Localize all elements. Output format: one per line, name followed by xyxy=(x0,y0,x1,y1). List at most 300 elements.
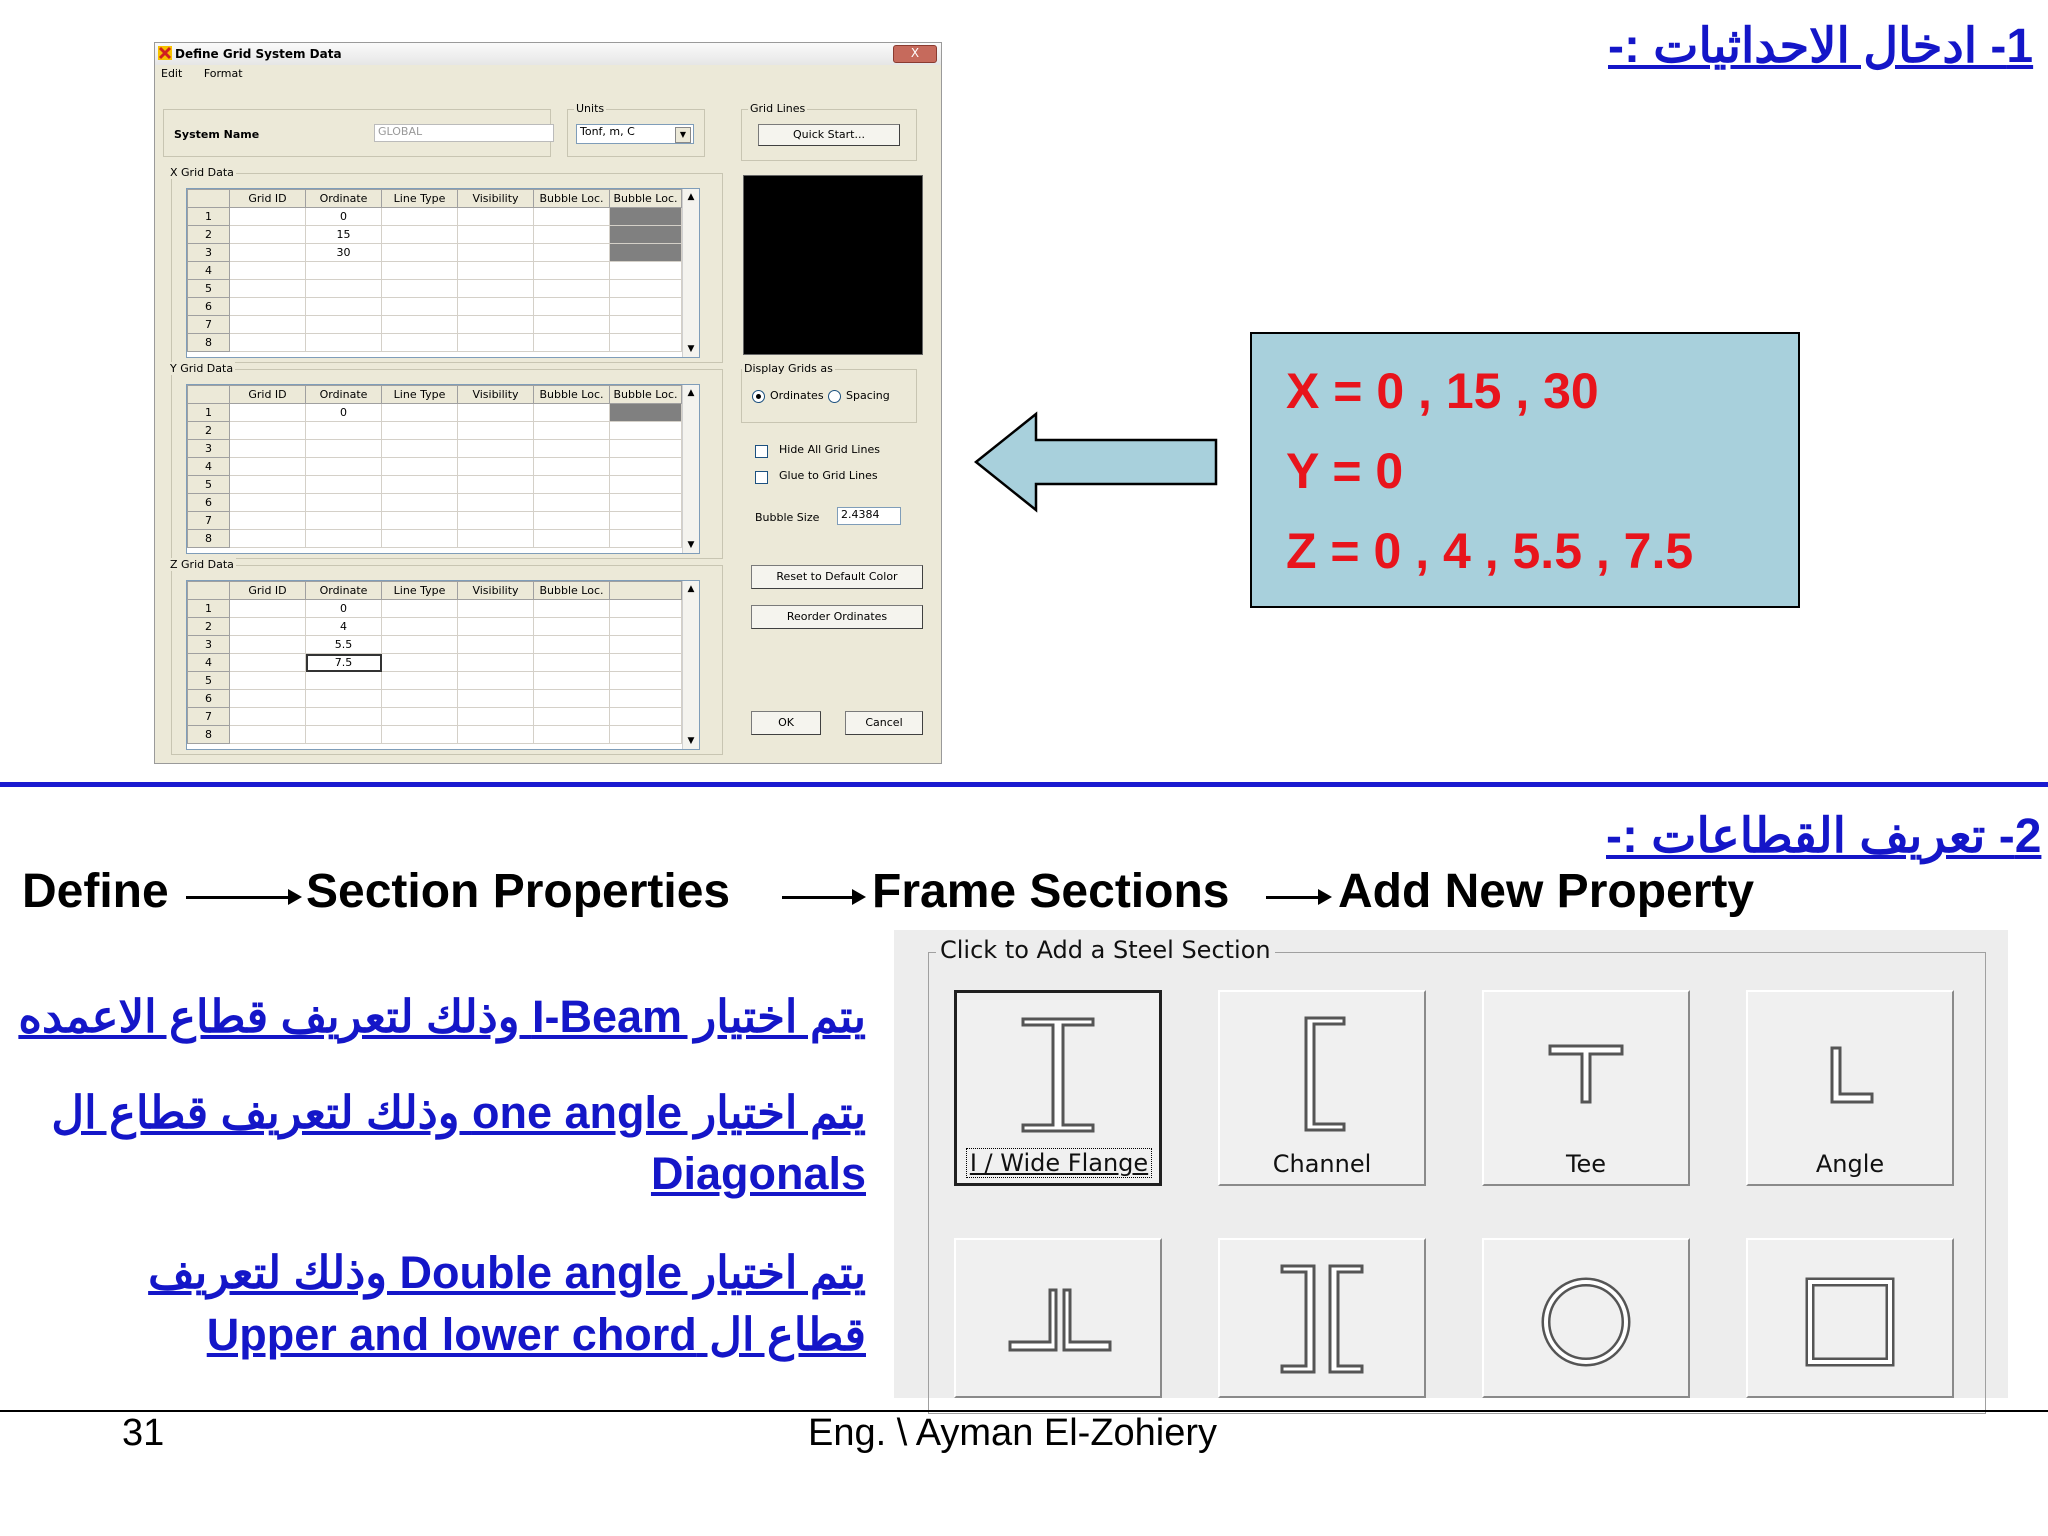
i-beam-icon xyxy=(957,993,1161,1143)
dialog-title: Define Grid System Data xyxy=(175,47,342,61)
grid-cell[interactable] xyxy=(382,654,458,672)
author-credit: Eng. \ Ayman El-Zohiery xyxy=(808,1412,1218,1454)
ordinates-radio-label: Ordinates xyxy=(770,389,824,402)
ordinate-cell[interactable] xyxy=(306,458,382,476)
y-grid-scrollbar[interactable] xyxy=(682,385,699,553)
x-grid-group xyxy=(170,166,723,363)
grid-cell[interactable] xyxy=(230,512,306,530)
grid-cell[interactable] xyxy=(230,654,306,672)
table-row[interactable] xyxy=(188,494,682,512)
grid-cell[interactable] xyxy=(610,494,682,512)
grid-cell[interactable] xyxy=(610,476,682,494)
display-grids-label: Display Grids as xyxy=(744,362,833,375)
column-header: Ordinate xyxy=(306,582,382,600)
grid-cell[interactable] xyxy=(534,334,610,352)
grid-cell[interactable] xyxy=(458,298,534,316)
grid-cell[interactable] xyxy=(458,422,534,440)
ordinate-cell[interactable] xyxy=(306,512,382,530)
grid-cell[interactable] xyxy=(230,298,306,316)
grid-cell[interactable] xyxy=(458,334,534,352)
scroll-up-icon[interactable]: ▲ xyxy=(687,192,695,202)
grid-cell[interactable] xyxy=(458,494,534,512)
grid-cell[interactable] xyxy=(230,672,306,690)
grid-cell[interactable] xyxy=(382,440,458,458)
grid-cell[interactable] xyxy=(382,494,458,512)
ok-button[interactable]: OK xyxy=(751,711,821,735)
cancel-button[interactable]: Cancel xyxy=(845,711,923,735)
table-row[interactable] xyxy=(188,458,682,476)
row-number: 3 xyxy=(188,244,230,262)
ordinate-cell[interactable] xyxy=(306,334,382,352)
row-number: 6 xyxy=(188,494,230,512)
section-separator xyxy=(0,782,2048,787)
grid-cell[interactable] xyxy=(382,316,458,334)
row-number: 7 xyxy=(188,316,230,334)
grid-cell[interactable] xyxy=(610,244,682,262)
grid-cell[interactable] xyxy=(610,672,682,690)
table-row[interactable] xyxy=(188,334,682,352)
ordinate-cell[interactable]: 0 xyxy=(306,404,382,422)
menu-format[interactable]: Format xyxy=(203,67,243,80)
units-label: Units xyxy=(576,102,605,115)
grid-cell[interactable] xyxy=(382,298,458,316)
angle-icon xyxy=(1748,992,1952,1142)
ordinate-cell[interactable]: 4 xyxy=(306,618,382,636)
chevron-down-icon[interactable]: ▼ xyxy=(675,127,691,143)
grid-cell[interactable] xyxy=(382,600,458,618)
grid-cell[interactable] xyxy=(230,618,306,636)
row-number: 3 xyxy=(188,636,230,654)
spacing-radio[interactable] xyxy=(828,390,841,403)
grid-cell[interactable] xyxy=(610,262,682,280)
row-number: 3 xyxy=(188,440,230,458)
angle-button[interactable] xyxy=(1746,990,1954,1186)
ordinate-cell[interactable] xyxy=(306,672,382,690)
row-number: 2 xyxy=(188,618,230,636)
grid-cell[interactable] xyxy=(382,280,458,298)
grid-cell[interactable] xyxy=(610,512,682,530)
table-row[interactable] xyxy=(188,726,682,744)
grid-cell[interactable] xyxy=(610,530,682,548)
grid-cell[interactable] xyxy=(534,530,610,548)
grid-cell[interactable] xyxy=(610,636,682,654)
grid-cell[interactable] xyxy=(610,334,682,352)
system-name-label: System Name xyxy=(174,128,260,141)
scroll-down-icon[interactable]: ▼ xyxy=(687,736,695,746)
y-grid-label: Y Grid Data xyxy=(170,362,234,375)
table-row[interactable] xyxy=(188,316,682,334)
ordinate-cell[interactable] xyxy=(306,690,382,708)
grid-cell[interactable] xyxy=(458,208,534,226)
grid-cell[interactable] xyxy=(610,280,682,298)
grid-cell[interactable] xyxy=(230,530,306,548)
quick-start-button[interactable]: Quick Start... xyxy=(758,124,900,146)
grid-cell[interactable] xyxy=(458,262,534,280)
row-number: 5 xyxy=(188,672,230,690)
grid-cell[interactable] xyxy=(382,636,458,654)
grid-cell[interactable] xyxy=(230,208,306,226)
column-header: Bubble Loc. xyxy=(534,386,610,404)
pipe-icon xyxy=(1484,1240,1688,1390)
menu-bar xyxy=(155,67,941,85)
grid-cell[interactable] xyxy=(534,600,610,618)
grid-cell[interactable] xyxy=(458,530,534,548)
ordinate-cell[interactable] xyxy=(306,298,382,316)
units-value: Tonf, m, C xyxy=(580,125,635,138)
grid-cell[interactable] xyxy=(534,654,610,672)
grid-cell[interactable] xyxy=(534,262,610,280)
grid-cell[interactable] xyxy=(534,298,610,316)
coordinates-box xyxy=(1250,332,1800,608)
note-double-angle: يتم اختيار Double angle وذلك لتعريف xyxy=(148,1247,866,1298)
dialog-titlebar xyxy=(155,43,941,65)
system-name-group xyxy=(163,109,551,157)
grid-cell[interactable] xyxy=(534,226,610,244)
grid-cell[interactable] xyxy=(382,690,458,708)
grid-cell[interactable] xyxy=(610,600,682,618)
table-row[interactable] xyxy=(188,512,682,530)
note-one-angle: يتم اختيار one angle وذلك لتعريف قطاع ال xyxy=(51,1087,866,1138)
grid-cell[interactable] xyxy=(230,226,306,244)
double-angle-button[interactable] xyxy=(954,1238,1162,1398)
grid-cell[interactable] xyxy=(534,280,610,298)
grid-cell[interactable] xyxy=(458,618,534,636)
heading-coordinates: 1- ادخال الاحداثيات :- xyxy=(1608,20,2034,73)
table-row[interactable] xyxy=(188,530,682,548)
ordinate-cell[interactable] xyxy=(306,530,382,548)
grid-cell[interactable] xyxy=(382,422,458,440)
grid-cell[interactable] xyxy=(458,726,534,744)
grid-cell[interactable] xyxy=(382,618,458,636)
double-angle-icon xyxy=(956,1240,1160,1390)
grid-cell[interactable] xyxy=(458,708,534,726)
grid-cell[interactable] xyxy=(382,208,458,226)
steel-section-panel xyxy=(894,930,2008,1398)
row-number: 2 xyxy=(188,422,230,440)
table-row[interactable] xyxy=(188,262,682,280)
grid-cell[interactable] xyxy=(382,708,458,726)
grid-cell[interactable] xyxy=(458,672,534,690)
grid-cell[interactable] xyxy=(610,226,682,244)
x-grid-table[interactable] xyxy=(186,188,700,358)
column-header: Bubble Loc. xyxy=(610,190,682,208)
grid-cell[interactable] xyxy=(610,316,682,334)
channel-label: Channel xyxy=(1272,1150,1372,1178)
table-row[interactable] xyxy=(188,226,682,244)
z-grid-group xyxy=(170,558,723,755)
grid-cell[interactable] xyxy=(534,244,610,262)
ordinate-cell[interactable] xyxy=(306,476,382,494)
column-header xyxy=(188,190,230,208)
grid-cell[interactable] xyxy=(382,244,458,262)
grid-cell[interactable] xyxy=(458,512,534,530)
note-i-beam: يتم اختيار I-Beam وذلك لتعريف قطاع الاعمده xyxy=(18,991,866,1042)
grid-cell[interactable] xyxy=(534,208,610,226)
grid-cell[interactable] xyxy=(230,404,306,422)
z-grid-scrollbar[interactable] xyxy=(682,581,699,749)
grid-cell[interactable] xyxy=(230,244,306,262)
grid-cell[interactable] xyxy=(610,298,682,316)
grid-cell[interactable] xyxy=(610,458,682,476)
row-number: 8 xyxy=(188,726,230,744)
ordinate-cell[interactable] xyxy=(306,422,382,440)
grid-cell[interactable] xyxy=(534,708,610,726)
grid-cell[interactable] xyxy=(230,690,306,708)
page-number: 31 xyxy=(122,1412,165,1454)
bubble-size-field[interactable]: 2.4384 xyxy=(837,507,901,525)
column-header: Bubble Loc. xyxy=(534,190,610,208)
column-header: Line Type xyxy=(382,386,458,404)
table-row[interactable] xyxy=(188,636,682,654)
display-grids-group xyxy=(741,362,917,423)
grid-cell[interactable] xyxy=(382,262,458,280)
table-row[interactable] xyxy=(188,440,682,458)
reorder-ordinates-button[interactable]: Reorder Ordinates xyxy=(751,605,923,629)
grid-cell[interactable] xyxy=(230,280,306,298)
units-select[interactable] xyxy=(576,124,694,144)
menu-edit[interactable]: Edit xyxy=(161,67,183,80)
row-number: 6 xyxy=(188,298,230,316)
channel-button[interactable] xyxy=(1218,990,1426,1186)
ordinate-cell[interactable] xyxy=(306,708,382,726)
column-header: Bubble Loc. xyxy=(534,582,610,600)
column-header: Line Type xyxy=(382,190,458,208)
grid-cell[interactable] xyxy=(458,654,534,672)
row-number: 1 xyxy=(188,208,230,226)
close-button[interactable]: X xyxy=(893,45,937,63)
channel-icon xyxy=(1220,992,1424,1142)
reset-default-color-button[interactable]: Reset to Default Color xyxy=(751,565,923,589)
grid-cell[interactable] xyxy=(230,316,306,334)
ordinate-cell[interactable]: 0 xyxy=(306,208,382,226)
grid-cell[interactable] xyxy=(534,316,610,334)
column-header xyxy=(610,582,682,600)
left-arrow-icon xyxy=(972,410,1220,514)
column-header: Ordinate xyxy=(306,386,382,404)
grid-cell[interactable] xyxy=(458,244,534,262)
grid-cell[interactable] xyxy=(458,226,534,244)
grid-cell[interactable] xyxy=(458,280,534,298)
x-coordinates: X = 0 , 15 , 30 xyxy=(1286,363,1599,419)
table-row[interactable] xyxy=(188,404,682,422)
table-row[interactable] xyxy=(188,654,682,672)
tee-label: Tee xyxy=(1565,1150,1607,1178)
grid-cell[interactable] xyxy=(230,600,306,618)
grid-cell[interactable] xyxy=(610,404,682,422)
path-frame-sections: Frame Sections xyxy=(872,865,1230,918)
table-row[interactable] xyxy=(188,280,682,298)
column-header: Grid ID xyxy=(230,582,306,600)
grid-cell[interactable] xyxy=(610,708,682,726)
grid-cell[interactable] xyxy=(458,458,534,476)
table-row[interactable] xyxy=(188,690,682,708)
column-header: Visibility xyxy=(458,386,534,404)
scroll-up-icon[interactable]: ▲ xyxy=(687,388,695,398)
y-grid-table[interactable] xyxy=(186,384,700,554)
hide-all-grid-lines-label: Hide All Grid Lines xyxy=(779,443,880,456)
table-row[interactable] xyxy=(188,208,682,226)
path-define: Define xyxy=(22,865,169,918)
grid-cell[interactable] xyxy=(610,618,682,636)
hide-all-grid-lines-checkbox[interactable] xyxy=(755,445,768,458)
table-row[interactable] xyxy=(188,244,682,262)
i-wide-flange-button[interactable] xyxy=(954,990,1162,1186)
x-grid-scrollbar[interactable] xyxy=(682,189,699,357)
grid-cell[interactable] xyxy=(534,458,610,476)
row-number: 8 xyxy=(188,530,230,548)
grid-cell[interactable] xyxy=(610,654,682,672)
ordinate-cell[interactable] xyxy=(306,726,382,744)
path-section-properties: Section Properties xyxy=(306,865,731,918)
ordinate-cell[interactable]: 0 xyxy=(306,600,382,618)
grid-cell[interactable] xyxy=(230,476,306,494)
ordinate-cell[interactable] xyxy=(306,316,382,334)
table-row[interactable] xyxy=(188,298,682,316)
ordinate-cell[interactable] xyxy=(306,440,382,458)
table-row[interactable] xyxy=(188,708,682,726)
spacing-radio-label: Spacing xyxy=(846,389,890,402)
grid-cell[interactable] xyxy=(534,494,610,512)
tube-button[interactable] xyxy=(1746,1238,1954,1398)
scroll-up-icon[interactable]: ▲ xyxy=(687,584,695,594)
note-double-angle-cont: قطاع ال Upper and lower chord xyxy=(206,1309,866,1360)
grid-cell[interactable] xyxy=(382,458,458,476)
grid-cell[interactable] xyxy=(534,726,610,744)
grid-cell[interactable] xyxy=(382,530,458,548)
path-arrow-icon xyxy=(186,896,298,899)
column-header xyxy=(188,582,230,600)
grid-cell[interactable] xyxy=(458,600,534,618)
grid-cell[interactable] xyxy=(382,476,458,494)
grid-cell[interactable] xyxy=(230,494,306,512)
ordinates-radio[interactable] xyxy=(752,390,765,403)
z-grid-table[interactable] xyxy=(186,580,700,750)
table-row[interactable] xyxy=(188,672,682,690)
grid-cell[interactable] xyxy=(230,422,306,440)
grid-cell[interactable] xyxy=(610,440,682,458)
ordinate-cell[interactable]: 30 xyxy=(306,244,382,262)
grid-cell[interactable] xyxy=(382,672,458,690)
grid-lines-group xyxy=(741,102,917,161)
table-row[interactable] xyxy=(188,422,682,440)
grid-cell[interactable] xyxy=(534,636,610,654)
grid-cell[interactable] xyxy=(230,458,306,476)
grid-cell[interactable] xyxy=(382,404,458,422)
grid-cell[interactable] xyxy=(534,440,610,458)
grid-cell[interactable] xyxy=(230,262,306,280)
grid-cell[interactable] xyxy=(610,208,682,226)
pipe-button[interactable] xyxy=(1482,1238,1690,1398)
row-number: 5 xyxy=(188,280,230,298)
grid-cell[interactable] xyxy=(230,334,306,352)
row-number: 1 xyxy=(188,600,230,618)
tee-button[interactable] xyxy=(1482,990,1690,1186)
glue-to-grid-lines-checkbox[interactable] xyxy=(755,471,768,484)
define-grid-dialog xyxy=(154,42,942,764)
grid-cell[interactable] xyxy=(230,440,306,458)
grid-cell[interactable] xyxy=(382,334,458,352)
column-header: Grid ID xyxy=(230,386,306,404)
row-number: 1 xyxy=(188,404,230,422)
grid-cell[interactable] xyxy=(458,440,534,458)
x-grid-label: X Grid Data xyxy=(170,166,234,179)
units-group xyxy=(567,102,705,157)
grid-cell[interactable] xyxy=(230,726,306,744)
row-number: 4 xyxy=(188,458,230,476)
ordinate-cell[interactable]: 7.5 xyxy=(306,654,382,672)
grid-cell[interactable] xyxy=(610,422,682,440)
z-coordinates: Z = 0 , 4 , 5.5 , 7.5 xyxy=(1286,523,1694,579)
grid-cell[interactable] xyxy=(534,672,610,690)
table-row[interactable] xyxy=(188,618,682,636)
scroll-down-icon[interactable]: ▼ xyxy=(687,344,695,354)
grid-cell[interactable] xyxy=(458,476,534,494)
tube-icon xyxy=(1748,1240,1952,1390)
row-number: 8 xyxy=(188,334,230,352)
row-number: 2 xyxy=(188,226,230,244)
grid-cell[interactable] xyxy=(382,226,458,244)
row-number: 7 xyxy=(188,708,230,726)
grid-cell[interactable] xyxy=(230,636,306,654)
row-number: 6 xyxy=(188,690,230,708)
ordinate-cell[interactable] xyxy=(306,494,382,512)
y-grid-group xyxy=(170,362,723,559)
row-number: 4 xyxy=(188,654,230,672)
z-grid-label: Z Grid Data xyxy=(170,558,234,571)
table-row[interactable] xyxy=(188,600,682,618)
double-channel-button[interactable] xyxy=(1218,1238,1426,1398)
y-coordinates: Y = 0 xyxy=(1286,443,1404,499)
grid-cell[interactable] xyxy=(230,708,306,726)
grid-cell[interactable] xyxy=(610,690,682,708)
grid-cell[interactable] xyxy=(534,404,610,422)
system-name-field[interactable]: GLOBAL xyxy=(374,124,554,142)
row-number: 5 xyxy=(188,476,230,494)
grid-cell[interactable] xyxy=(382,726,458,744)
double-channel-icon xyxy=(1220,1240,1424,1390)
grid-cell[interactable] xyxy=(534,512,610,530)
ordinate-cell[interactable] xyxy=(306,280,382,298)
grid-cell[interactable] xyxy=(534,618,610,636)
glue-to-grid-lines-label: Glue to Grid Lines xyxy=(779,469,878,482)
ordinate-cell[interactable] xyxy=(306,262,382,280)
note-one-angle-cont: Diagonals xyxy=(650,1148,866,1199)
grid-cell[interactable] xyxy=(458,690,534,708)
ordinate-cell[interactable]: 15 xyxy=(306,226,382,244)
table-row[interactable] xyxy=(188,476,682,494)
grid-cell[interactable] xyxy=(458,404,534,422)
grid-cell[interactable] xyxy=(458,316,534,334)
ordinate-cell[interactable]: 5.5 xyxy=(306,636,382,654)
angle-label: Angle xyxy=(1815,1150,1885,1178)
column-header: Grid ID xyxy=(230,190,306,208)
grid-cell[interactable] xyxy=(534,476,610,494)
grid-cell[interactable] xyxy=(382,512,458,530)
grid-cell[interactable] xyxy=(458,636,534,654)
column-header: Ordinate xyxy=(306,190,382,208)
column-header: Line Type xyxy=(382,582,458,600)
heading-define-sections: 2- تعريف القطاعات :- xyxy=(1606,810,2042,863)
path-add-new-property: Add New Property xyxy=(1338,865,1755,918)
column-header: Visibility xyxy=(458,190,534,208)
grid-cell[interactable] xyxy=(534,690,610,708)
grid-cell[interactable] xyxy=(610,726,682,744)
grid-cell[interactable] xyxy=(534,422,610,440)
path-arrow-icon xyxy=(1266,896,1328,899)
scroll-down-icon[interactable]: ▼ xyxy=(687,540,695,550)
row-number: 4 xyxy=(188,262,230,280)
grid-lines-label: Grid Lines xyxy=(750,102,806,115)
